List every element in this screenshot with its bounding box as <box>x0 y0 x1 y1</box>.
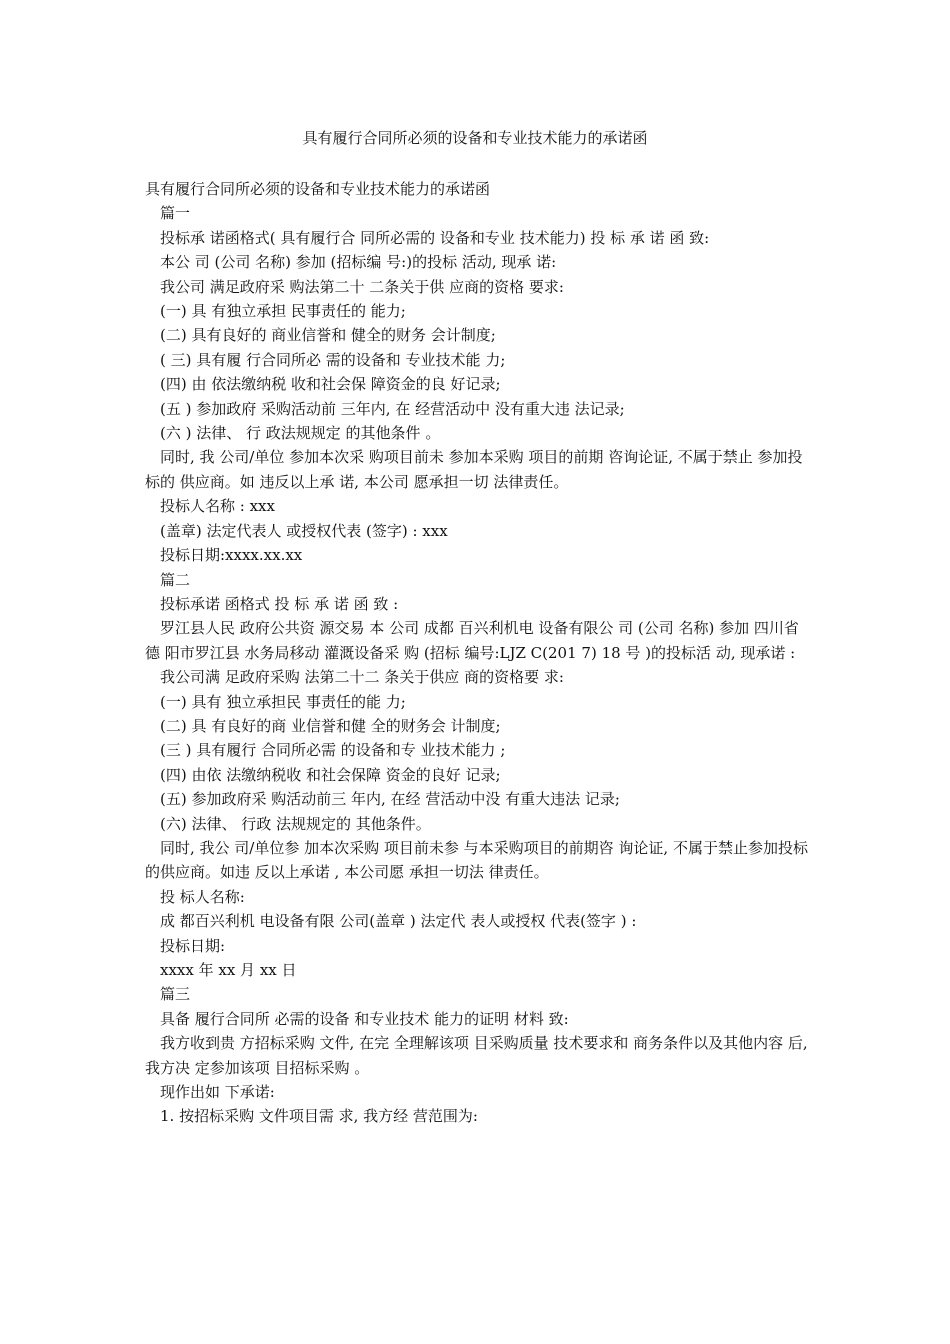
list-item: (六) 法律、 行政 法规规定的 其他条件。 <box>160 814 431 833</box>
date-line: 投标日期:xxxx.xx.xx <box>160 546 303 565</box>
paragraph: 投标承 诺函格式( 具有履行合 同所必需的 设备和专业 技术能力) 投 标 承 诺 函 致: <box>160 228 710 247</box>
signature-line: (盖章) 法定代表人 或授权代表 (签字) : xxx <box>160 521 448 540</box>
paragraph: 罗江县人民 政府公共资 源交易 本 公司 成都 百兴利机电 设备有限公 司 (公司 名称) 参加 四川省德 阳市罗江县 水务局移动 灌溉设备采 购 (招标 编号:LJZ C(201 7) 18 号 )的投标活 动, 现承诺 : <box>145 619 799 662</box>
list-item: (四) 由依 法缴纳税收 和社会保障 资金的良好 记录; <box>160 765 501 784</box>
part3-label: 篇三 <box>160 985 191 1004</box>
date-line: 投标日期: <box>160 936 226 955</box>
list-item: 1. 按招标采购 文件项目需 求, 我方经 营范围为: <box>160 1107 478 1126</box>
list-item: (三 ) 具有履行 合同所必需 的设备和专 业技术能力 ; <box>160 741 506 760</box>
signature-line: 投 标人名称: <box>160 887 245 906</box>
part1-label: 篇一 <box>160 204 191 223</box>
paragraph: 本公 司 (公司 名称) 参加 (招标编 号:)的投标 活动, 现承 诺: <box>160 253 557 272</box>
signature-line: 投标人名称 : xxx <box>160 497 275 516</box>
list-item: (六 ) 法律、 行 政法规规定 的其他条件 。 <box>160 424 441 443</box>
paragraph: 我公司满 足政府采购 法第二十二 条关于供应 商的资格要 求: <box>160 668 564 687</box>
list-item: ( 三) 具有履 行合同所必 需的设备和 专业技术能 力; <box>160 350 506 369</box>
list-item: (二) 具 有良好的商 业信誉和健 全的财务会 计制度; <box>160 716 501 735</box>
document-body <box>145 177 813 1129</box>
paragraph: 同时, 我 公司/单位 参加本次采 购项目前未 参加本采购 项目的前期 咨询论证, 不属于禁止 参加投标的 供应商。如 违反以上承 诺, 本公司 愿承担一切 法律责任。 <box>145 448 803 491</box>
document-title: 具有履行合同所必须的设备和专业技术能力的承诺函 <box>302 129 648 147</box>
list-item: (一) 具 有独立承担 民事责任的 能力; <box>160 302 406 321</box>
paragraph: 现作出如 下承诺: <box>160 1083 275 1102</box>
list-item: (五) 参加政府采 购活动前三 年内, 在经 营活动中没 有重大违法 记录; <box>160 790 620 809</box>
date-value: xxxx 年 xx 月 xx 日 <box>160 961 297 979</box>
list-item: (二) 具有良好的 商业信誉和 健全的财务 会计制度; <box>160 326 496 345</box>
list-item: (五 ) 参加政府 采购活动前 三年内, 在 经营活动中 没有重大违 法记录; <box>160 399 625 418</box>
paragraph: 同时, 我公 司/单位参 加本次采购 项目前未参 与本采购项目的前期咨 询论证, 不属于禁止参加投标的供应商。如违 反以上承诺 , 本公司愿 承担一切法 律责任。 <box>145 838 808 882</box>
paragraph: 我公司 满足政府采 购法第二十 二条关于供 应商的资格 要求: <box>160 277 564 296</box>
list-item: (四) 由 依法缴纳税 收和社会保 障资金的良 好记录; <box>160 375 501 394</box>
paragraph: 具备 履行合同所 必需的设备 和专业技术 能力的证明 材料 致: <box>160 1009 569 1028</box>
paragraph: 投标承诺 函格式 投 标 承 诺 函 致 : <box>160 594 399 613</box>
document-heading: 具有履行合同所必须的设备和专业技术能力的承诺函 <box>145 180 491 198</box>
list-item: (一) 具有 独立承担民 事责任的能 力; <box>160 692 406 711</box>
part2-label: 篇二 <box>160 570 191 589</box>
paragraph: 我方收到贵 方招标采购 文件, 在完 全理解该项 目采购质量 技术要求和 商务条件以及其他内容 后, 我方决 定参加该项 目招标采购 。 <box>145 1034 813 1077</box>
signature-line: 成 都百兴利机 电设备有限 公司(盖章 ) 法定代 表人或授权 代表(签字 ) : <box>160 912 637 931</box>
